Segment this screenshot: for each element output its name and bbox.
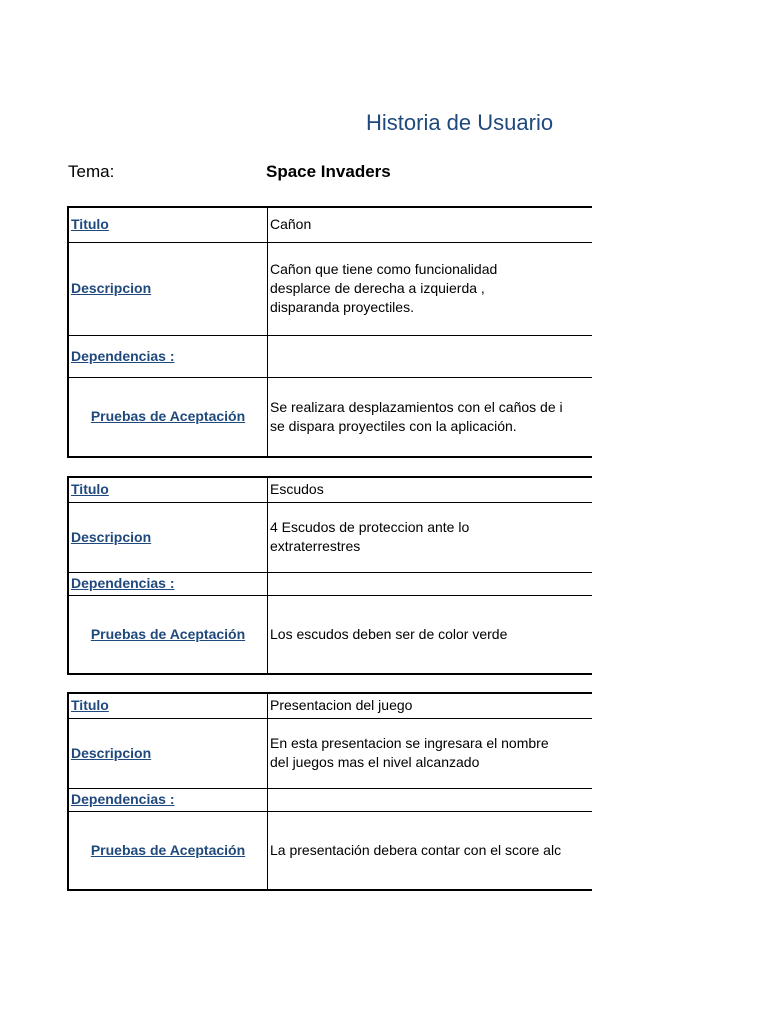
dependencias-label[interactable]: Dependencias : (71, 575, 175, 591)
dependencias-label-cell (68, 335, 268, 377)
titulo-label[interactable]: Titulo (71, 697, 109, 714)
pruebas-label[interactable]: Pruebas de Aceptación (90, 408, 246, 425)
row-titulo (68, 207, 592, 242)
pruebas-value (268, 377, 593, 457)
descripcion-label[interactable]: Descripcion (71, 280, 152, 296)
page-title: Historia de Usuario (366, 110, 554, 135)
descripcion-label[interactable]: Descripcion (71, 528, 152, 545)
pruebas-value (268, 595, 593, 674)
descripcion-label[interactable]: Descripcion (71, 744, 152, 761)
titulo-label[interactable]: Titulo (71, 481, 109, 498)
user-story-table (67, 206, 592, 458)
row-titulo (68, 693, 592, 718)
user-story-table (67, 476, 592, 675)
pruebas-line: Se realizara desplazamientos con el caños de i (270, 398, 563, 415)
row-descripcion (68, 502, 592, 572)
pruebas-line: Los escudos deben ser de color verde (270, 625, 508, 642)
descripcion-line: Cañon que tiene como funcionalidad (270, 261, 498, 277)
row-pruebas (68, 377, 592, 457)
pruebas-line: se dispara proyectiles con la aplicación. (270, 417, 517, 434)
tema-label: Tema: (68, 162, 115, 181)
dependencias-label[interactable]: Dependencias : (71, 347, 175, 364)
titulo-value: Cañon (268, 207, 593, 242)
pruebas-label[interactable]: Pruebas de Aceptación (90, 625, 246, 642)
user-story-card (67, 476, 592, 675)
dependencias-value (268, 788, 593, 811)
dependencias-label-cell (68, 572, 268, 595)
titulo-label-cell (68, 477, 268, 502)
descripcion-label-cell (68, 502, 268, 572)
tema-value: Space Invaders (266, 162, 391, 181)
pruebas-label-cell (68, 811, 268, 890)
pruebas-label-cell (68, 377, 268, 457)
descripcion-label-cell (68, 718, 268, 788)
pruebas-line: La presentación debera contar con el score alc (270, 841, 562, 858)
dependencias-label[interactable]: Dependencias : (71, 791, 175, 807)
titulo-label-cell (68, 693, 268, 718)
pruebas-label[interactable]: Pruebas de Aceptación (90, 841, 246, 858)
dependencias-value (268, 335, 593, 377)
descripcion-line: extraterrestres (270, 538, 361, 554)
descripcion-value (268, 718, 593, 788)
row-dependencias (68, 335, 592, 377)
user-story-card (67, 206, 592, 458)
row-dependencias (68, 788, 592, 811)
row-descripcion (68, 242, 592, 335)
descripcion-line: del juegos mas el nivel alcanzado (270, 754, 480, 770)
pruebas-value (268, 811, 593, 890)
descripcion-line: 4 Escudos de proteccion ante lo (270, 519, 470, 535)
dependencias-value (268, 572, 593, 595)
row-pruebas (68, 811, 592, 890)
user-story-table (67, 692, 592, 891)
row-pruebas (68, 595, 592, 674)
descripcion-value (268, 242, 593, 335)
row-descripcion (68, 718, 592, 788)
descripcion-line: disparanda proyectiles. (270, 299, 414, 315)
descripcion-value (268, 502, 593, 572)
row-titulo (68, 477, 592, 502)
titulo-value: Escudos (268, 477, 593, 502)
row-dependencias (68, 572, 592, 595)
descripcion-line: En esta presentacion se ingresara el nombre (270, 735, 549, 751)
pruebas-label-cell (68, 595, 268, 674)
titulo-value: Presentacion del juego (268, 693, 593, 718)
titulo-label-cell (68, 207, 268, 242)
descripcion-line: desplarce de derecha a izquierda , (270, 280, 485, 296)
descripcion-label-cell (68, 242, 268, 335)
user-story-card (67, 692, 592, 891)
titulo-label[interactable]: Titulo (71, 216, 109, 233)
dependencias-label-cell (68, 788, 268, 811)
